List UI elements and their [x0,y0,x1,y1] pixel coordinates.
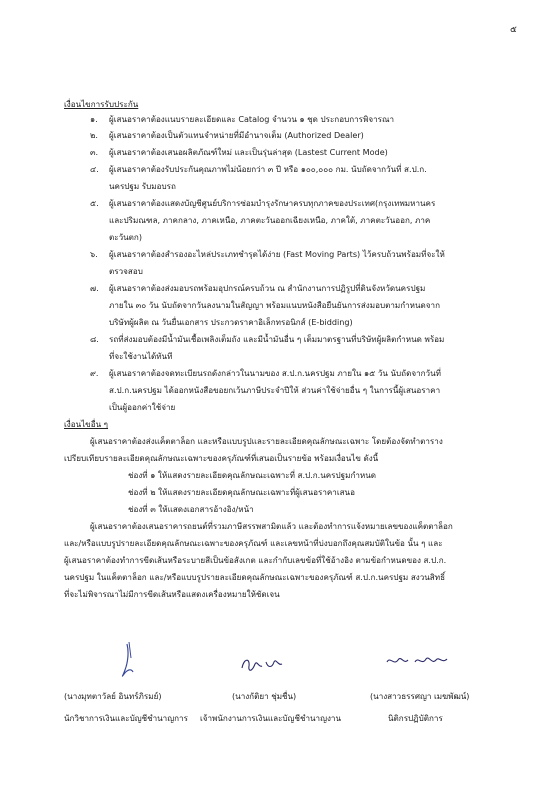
signature-1-mark [105,640,150,682]
item-line: ภายใน ๓๐ วัน นับถัดจากวันลงนามในสัญญา พร้อมแนบหนังสือยืนยันการส่งมอบตามกำหนดจาก [109,300,440,310]
item-line: ที่จะใช้งานได้ทันที [109,351,173,361]
item-line: ผู้เสนอราคาต้องแนบรายละเอียดและ Catalog จำนวน ๑ ชุด ประกอบการพิจารณา [109,114,395,124]
item-line: รถที่ส่งมอบต้องมีน้ำมันเชื้อเพลิงเต็มถัง และมีน้ำมันอื่น ๆ เต็มมาตรฐานที่บริษัทผู้ผลิตกำหนด พร้อม [109,334,445,344]
item-line: ตรวจสอบ [109,266,143,276]
paragraph-line: ผู้เสนอราคาต้องทำการขีดเส้นหรือระบายสีเป็นข้อสังเกต และกำกับเลขข้อที่ใช้อ้างอิง ตามข้อกำหนดของ ส.ป.ก. [64,555,447,565]
item-line: ผู้เสนอราคาต้องส่งมอบรถพร้อมอุปกรณ์ครบถ้วน ณ สำนักงานการปฏิรูปที่ดินจังหวัดนครปฐม [109,283,426,293]
item-line: ผู้เสนอราคาต้องจดทะเบียนรถดังกล่าวในนามของ ส.ป.ก.นครปฐม ภายใน ๑๕ วัน นับถัดจากวันที่ [109,368,441,378]
item-line: ผู้เสนอราคาต้องรับประกันคุณภาพไม่น้อยกว่า ๓ ปี หรือ ๑๐๐,๐๐๐ กม. นับถัดจากวันที่ ส.ป.ก. [109,164,427,174]
item-number: ๓. [90,147,99,157]
paragraph-line: นครปฐม ในแค็ตตาล็อก และ/หรือแบบรูปรายละเอียดคุณลักษณะเฉพาะของครุภัณฑ์ ส.ป.ก.นครปฐม สงวนสิทธิ์ [64,572,446,582]
item-number: ๖. [90,249,98,259]
item-line: และปริมณฑล, ภาคกลาง, ภาคเหนือ, ภาคตะวันออกเฉียงเหนือ, ภาคใต้, ภาคตะวันออก, ภาค [109,215,431,225]
paragraph-line: ผู้เสนอราคาต้องส่งแค็ตตาล็อก และหรือแบบรูปและรายละเอียดคุณลักษณะเฉพาะ โดยต้องจัดทำตาราง [90,436,443,446]
item-line: ผู้เสนอราคาต้องเสนอผลิตภัณฑ์ใหม่ และเป็นรุ่นล่าสุด (Lastest Current Mode) [109,147,388,157]
item-line: บริษัทผู้ผลิต ณ วันยื่นเอกสาร ประกวดราคาอิเล็กทรอนิกส์ (E-bidding) [109,317,353,327]
signer-1-name: (นางมุทตาวัลย์ อินทร์ภิรมย์) [64,691,162,701]
item-line: ผู้เสนอราคาต้องสำรองอะไหล่ประเภทชำรุดได้ง่าย (Fast Moving Parts) ไว้ครบถ้วนพร้อมที่จะให้ [109,249,445,259]
item-line: ผู้เสนอราคาต้องเป็นตัวแทนจำหน่ายที่มีอำนาจเต็ม (Authorized Dealer) [109,130,364,140]
signer-2-name: (นางกัติยา ชุ่มชื่น) [232,691,297,701]
signer-3-position: นิติกรปฏิบัติการ [388,713,443,723]
paragraph-line: และ/หรือแบบรูปรายละเอียดคุณลักษณะเฉพาะของครุภัณฑ์ และเลขหน้าที่บ่งบอกถึงคุณสมบัติในข้อ นั้น ๆ และ [64,538,443,548]
signature-3-mark [384,650,454,674]
item-number: ๘. [90,334,99,344]
page-number: ๕ [510,25,517,35]
item-line: ส.ป.ก.นครปฐม ได้ออกหนังสือขอยกเว้นภาษีประจำปีให้ ส่วนค่าใช้จ่ายอื่น ๆ ในการนี้ผู้เสนอราคา [109,385,441,395]
item-line: นครปฐม รับมอบรถ [109,181,176,191]
item-line: เป็นผู้ออกค่าใช้จ่าย [109,402,176,412]
section1-heading: เงื่อนไขการรับประกัน [64,99,139,109]
section2-heading: เงื่อนไขอื่น ๆ [64,419,109,429]
paragraph-line: ผู้เสนอราคาต้องเสนอราคารถยนต์ที่รวมภาษีสรรพสามิตแล้ว และต้องทำการแจ้งหมายเลขของแค็ตตาล็อก [90,521,453,531]
column-spec-line: ช่องที่ ๑ ให้แสดงรายละเอียดคุณลักษณะเฉพาะที่ ส.ป.ก.นครปฐมกำหนด [128,470,377,480]
item-number: ๙. [90,368,99,378]
paragraph-line: เปรียบเทียบรายละเอียดคุณลักษณะเฉพาะของครุภัณฑ์ที่เสนอเป็นรายข้อ พร้อมเงื่อนไข ดังนี้ [64,453,379,463]
column-spec-line: ช่องที่ ๒ ให้แสดงรายละเอียดคุณลักษณะเฉพาะที่ผู้เสนอราคาเสนอ [128,487,355,497]
column-spec-line: ช่องที่ ๓ ให้แสดงเอกสารอ้างอิง/หน้า [128,504,254,514]
item-number: ๕. [90,198,99,208]
item-number: ๒. [90,130,98,140]
signer-3-name: (นางสาวธรรศญา เมฆพัฒน์) [370,691,470,701]
item-line: ผู้เสนอราคาต้องแสดงบัญชีศูนย์บริการซ่อมบำรุงรักษาครบทุกภาคของประเทศ(กรุงเทพมหานคร [109,198,436,208]
item-line: ตะวันตก) [109,232,142,242]
item-number: ๔. [90,164,99,174]
item-number: ๗. [90,283,99,293]
item-number: ๑. [90,114,98,124]
signer-1-position: นักวิชาการเงินและบัญชีชำนาญการ [64,713,188,723]
signer-2-position: เจ้าพนักงานการเงินและบัญชีชำนาญงาน [200,713,341,723]
paragraph-line: ที่จะไม่พิจารณาไม่มีการขีดเส้นหรือแสดงเครื่องหมายให้ชัดเจน [64,589,280,599]
signature-2-mark [238,654,288,676]
